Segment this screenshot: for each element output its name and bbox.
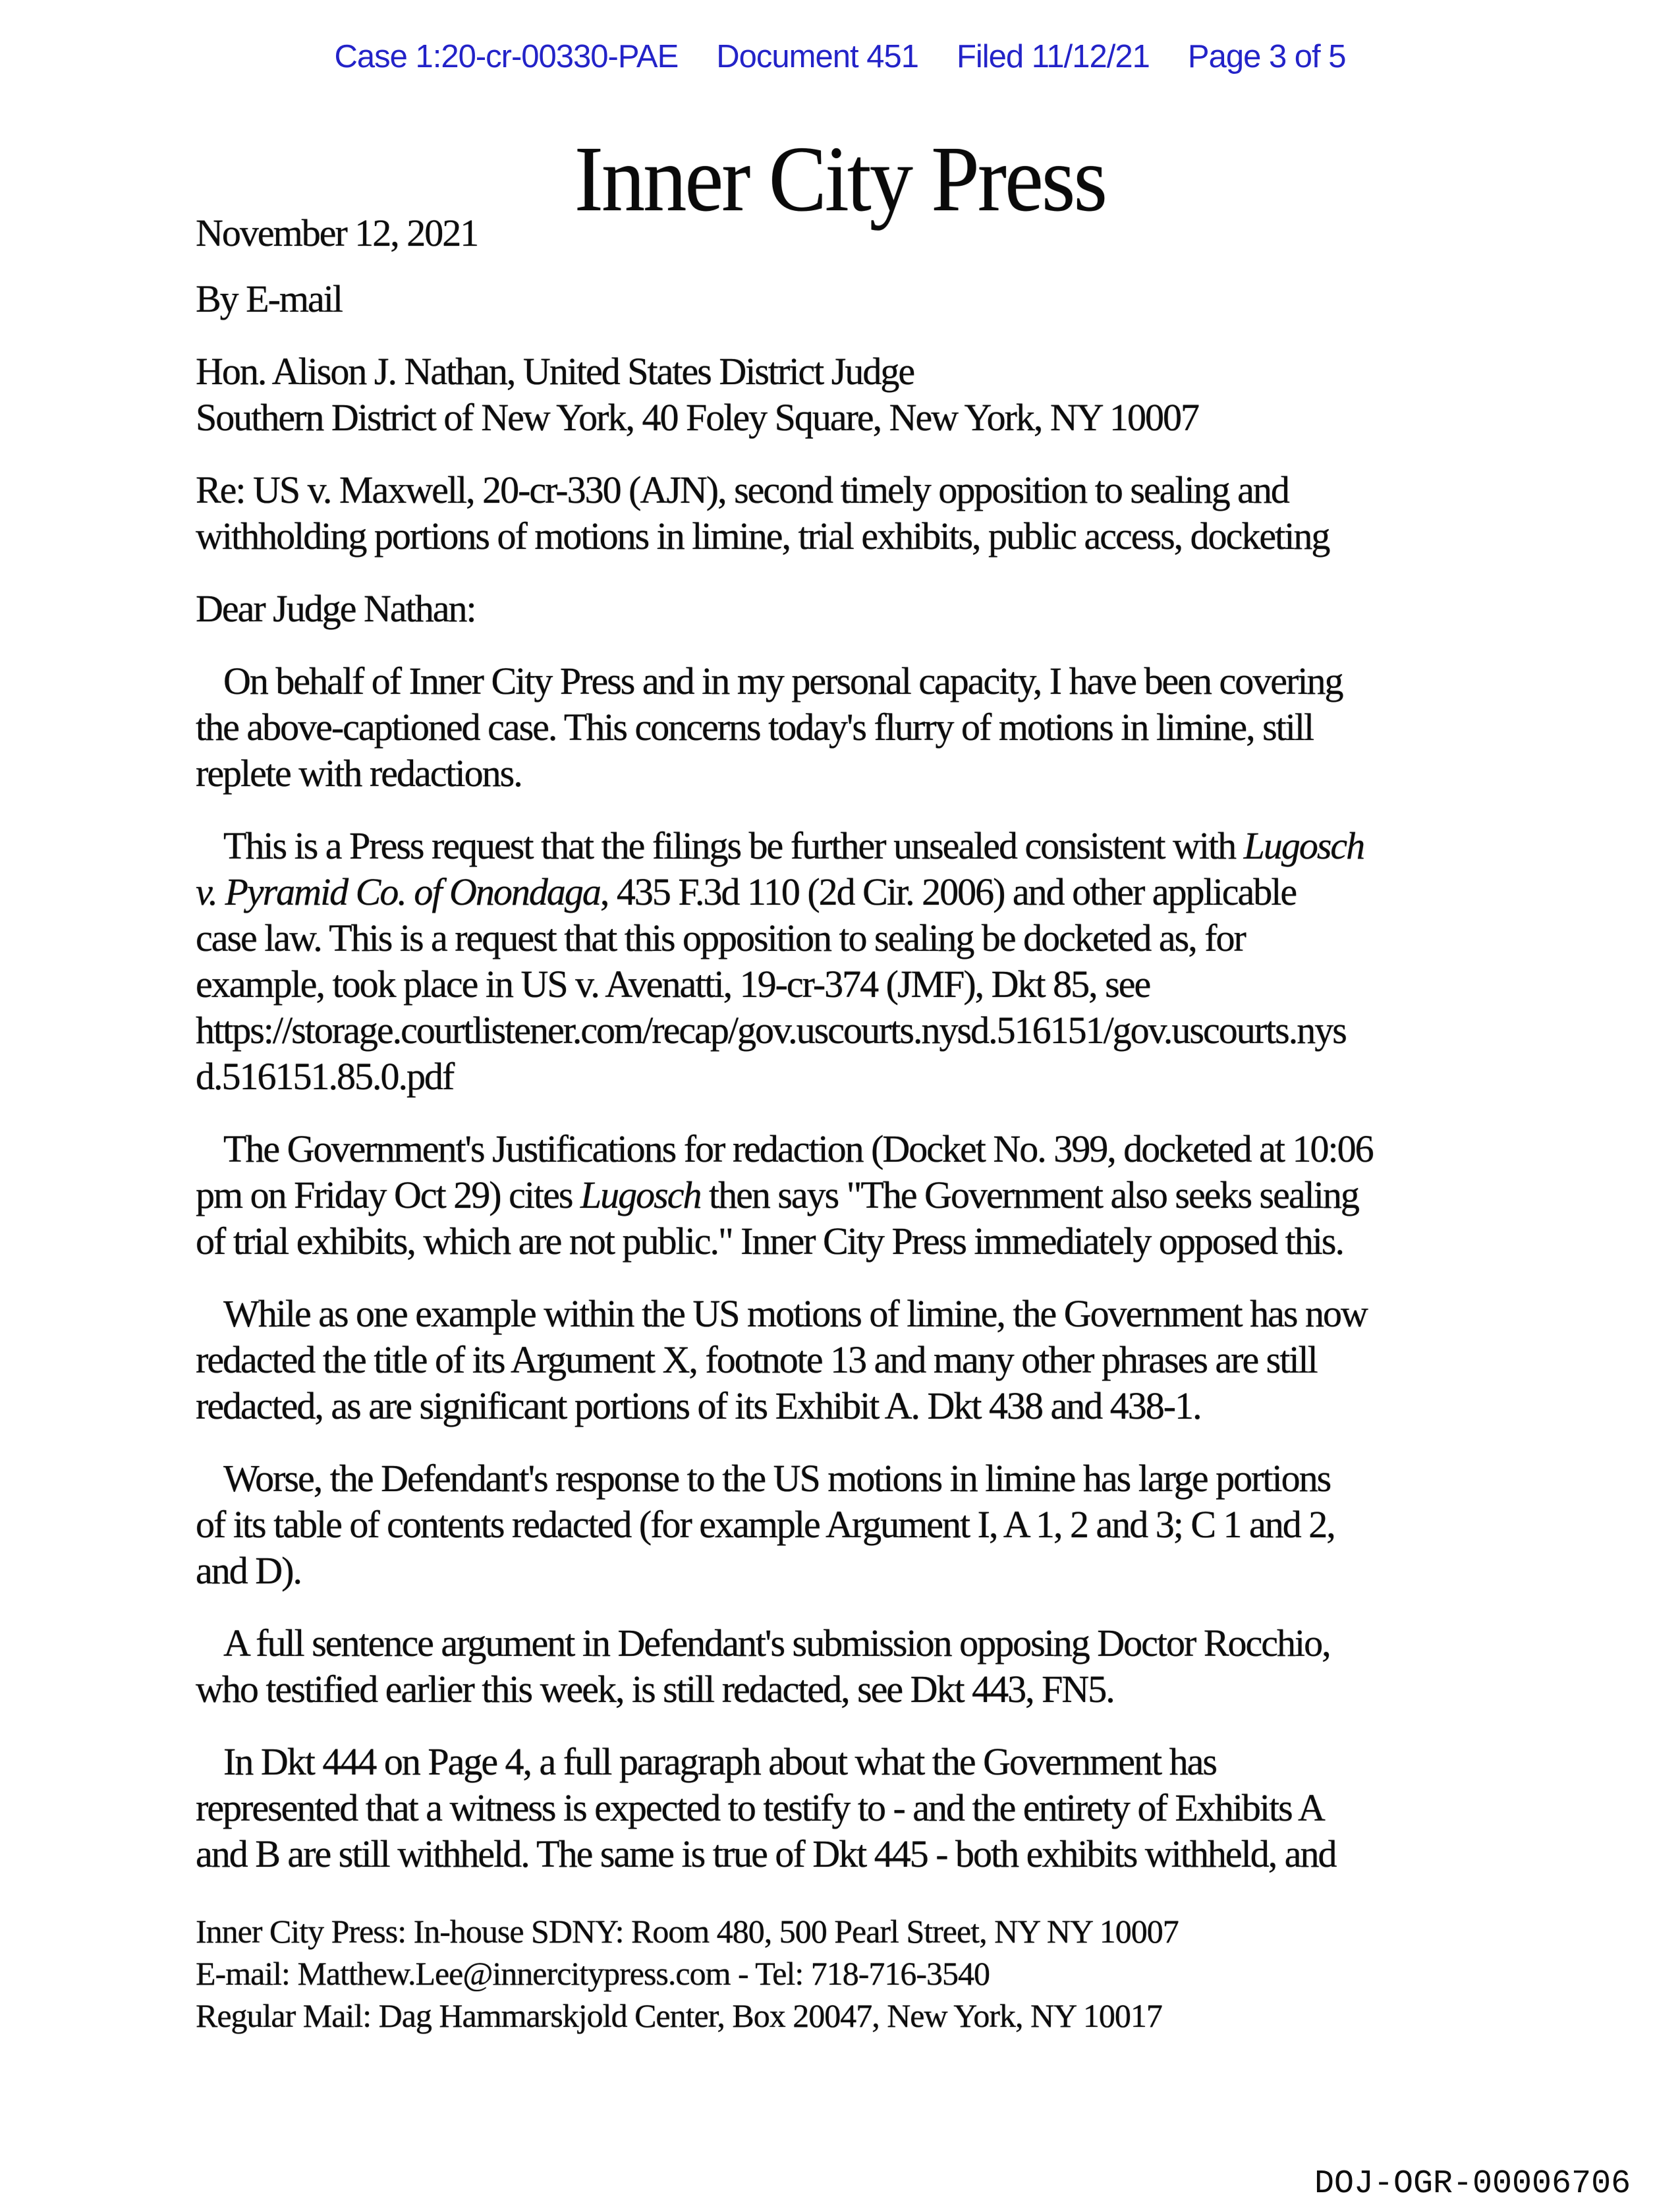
- body-line: [196, 1548, 1503, 1594]
- body-text-segment: and D).: [196, 1549, 301, 1592]
- bates-number: DOJ-OGR-00006706: [1314, 2165, 1631, 2203]
- recipient-address: [196, 349, 1503, 441]
- body-text-segment: then says "The Government also seeks sealing: [700, 1174, 1358, 1216]
- body-line: [196, 658, 1503, 704]
- body-paragraph: [196, 1456, 1503, 1594]
- body-line: [196, 1291, 1503, 1337]
- case-citation-italic: v. Pyramid Co. of Onondaga: [196, 870, 600, 913]
- body-line: [196, 1172, 1503, 1218]
- court-filing-stamp: [0, 38, 1680, 75]
- body-line: [196, 1739, 1503, 1785]
- body-text-segment: redacted, as are significant portions of its Exhibit A. Dkt 438 and 438-1.: [196, 1384, 1201, 1427]
- filing-stamp-segment: Filed 11/12/21: [956, 39, 1150, 74]
- footer-line: Regular Mail: Dag Hammarskjold Center, Box 20047, New York, NY 10017: [196, 1997, 1162, 2034]
- body-line: [196, 1054, 1503, 1100]
- body-paragraph: [196, 1291, 1503, 1429]
- body-line: [196, 751, 1503, 797]
- body-text-segment: https://storage.courtlistener.com/recap/gov.uscourts.nysd.516151/gov.uscourts.nys: [196, 1009, 1346, 1052]
- letterhead-title: Inner City Press: [574, 127, 1106, 231]
- body-text-segment: redacted the title of its Argument X, footnote 13 and many other phrases are still: [196, 1338, 1317, 1381]
- subject-line: Re: US v. Maxwell, 20-cr-330 (AJN), second timely opposition to sealing and: [196, 468, 1289, 511]
- filing-stamp-segment: Page 3 of 5: [1187, 39, 1346, 74]
- body-text-segment: case law. This is a request that this opposition to sealing be docketed as, for: [196, 917, 1245, 959]
- date-line: November 12, 2021: [196, 212, 478, 254]
- footer-line: Inner City Press: In-house SDNY: Room 480, 500 Pearl Street, NY NY 10007: [196, 1913, 1179, 1950]
- body-paragraph: [196, 823, 1503, 1100]
- body-text-segment: pm on Friday Oct 29) cites: [196, 1174, 580, 1216]
- subject-line: withholding portions of motions in limine, trial exhibits, public access, docketing: [196, 515, 1330, 557]
- body-text-segment: The Government's Justifications for redaction (Docket No. 399, docketed at 10:06: [223, 1127, 1373, 1170]
- filing-stamp-segment: Document 451: [716, 39, 918, 74]
- body-text-segment: replete with redactions.: [196, 752, 522, 795]
- body-line: [196, 1502, 1503, 1548]
- case-citation-italic: Lugosch: [1243, 824, 1364, 867]
- body-line: [196, 915, 1503, 961]
- body-line: [196, 823, 1503, 869]
- body-line: [196, 1831, 1503, 1877]
- body-paragraph: [196, 1739, 1503, 1877]
- body-line: [196, 1337, 1503, 1383]
- body-text-segment: the above-captioned case. This concerns today's flurry of motions in limine, still: [196, 706, 1314, 749]
- address-line: Southern District of New York, 40 Foley Square, New York, NY 10007: [196, 396, 1199, 439]
- body-text-segment: , 435 F.3d 110 (2d Cir. 2006) and other applicable: [600, 870, 1297, 913]
- body-text-segment: Worse, the Defendant's response to the US motions in limine has large portions: [223, 1457, 1331, 1500]
- body-text-segment: example, took place in US v. Avenatti, 19-cr-374 (JMF), Dkt 85, see: [196, 963, 1150, 1006]
- body-text-segment: of its table of contents redacted (for example Argument I, A 1, 2 and 3; C 1 and 2,: [196, 1503, 1335, 1546]
- body-line: [196, 1383, 1503, 1429]
- body-line: [196, 869, 1503, 915]
- body-text-segment: of trial exhibits, which are not public." Inner City Press immediately opposed this.: [196, 1220, 1343, 1262]
- address-line: Hon. Alison J. Nathan, United States District Judge: [196, 350, 914, 393]
- body-line: [196, 1620, 1503, 1666]
- body-line: [196, 1007, 1503, 1054]
- footer-line: E-mail: Matthew.Lee@innercitypress.com - Tel: 718-716-3540: [196, 1955, 990, 1992]
- delivery-method: By E-mail: [196, 277, 343, 320]
- case-citation-italic: Lugosch: [580, 1174, 701, 1216]
- letterhead-footer: [196, 1910, 1503, 2037]
- salutation: Dear Judge Nathan:: [196, 587, 476, 630]
- body-text-segment: This is a Press request that the filings be further unsealed consistent with: [223, 824, 1244, 867]
- body-text-segment: who testified earlier this week, is still redacted, see Dkt 443, FN5.: [196, 1668, 1114, 1711]
- body-line: [196, 1126, 1503, 1172]
- body-line: [196, 1218, 1503, 1264]
- body-line: [196, 704, 1503, 751]
- filing-stamp-segment: Case 1:20-cr-00330-PAE: [334, 39, 679, 74]
- body-line: [196, 961, 1503, 1007]
- body-text-segment: In Dkt 444 on Page 4, a full paragraph about what the Government has: [223, 1740, 1216, 1783]
- body-paragraph: [196, 1126, 1503, 1264]
- body-text-segment: d.516151.85.0.pdf: [196, 1055, 454, 1098]
- body-line: [196, 1785, 1503, 1831]
- body-paragraph: [196, 1620, 1503, 1713]
- body-paragraph: [196, 658, 1503, 797]
- body-line: [196, 1456, 1503, 1502]
- subject-re-block: [196, 467, 1503, 559]
- body-text-segment: represented that a witness is expected to testify to - and the entirety of Exhibits A: [196, 1786, 1324, 1829]
- body-text-segment: While as one example within the US motions of limine, the Government has now: [223, 1292, 1367, 1335]
- body-text-segment: A full sentence argument in Defendant's submission opposing Doctor Rocchio,: [223, 1622, 1330, 1664]
- body-text-segment: and B are still withheld. The same is true of Dkt 445 - both exhibits withheld, and: [196, 1832, 1336, 1875]
- body-line: [196, 1666, 1503, 1713]
- body-text-segment: On behalf of Inner City Press and in my personal capacity, I have been covering: [223, 660, 1343, 702]
